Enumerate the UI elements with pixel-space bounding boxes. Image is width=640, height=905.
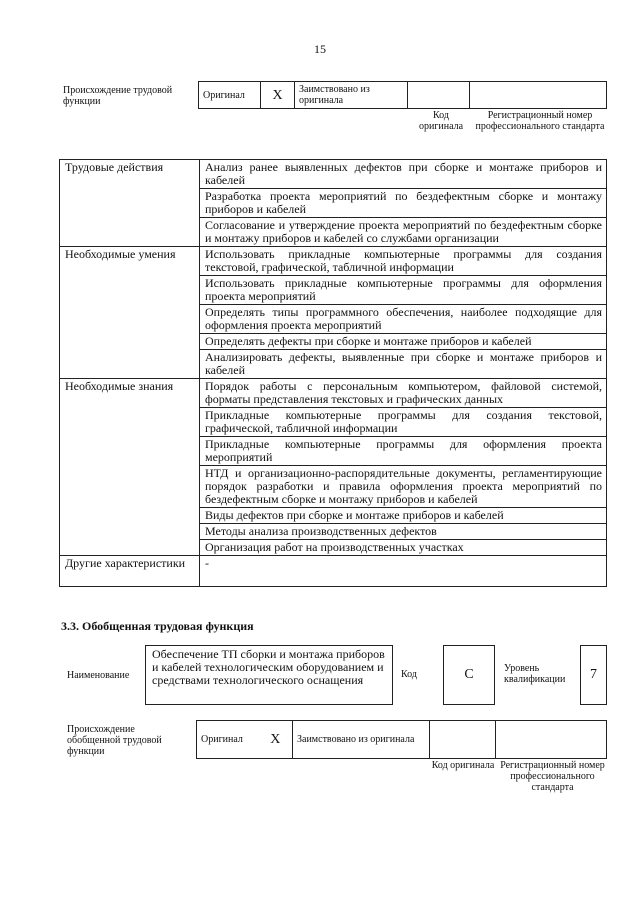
origin-label: Происхождение трудовой функции [63,85,173,107]
origin2-reg-cell [496,721,607,759]
table-cell: Анализировать дефекты, выявленные при сборке и монтаже приборов и кабелей [200,350,607,379]
table-row [60,556,607,587]
origin-original-cell: Оригинал [199,82,261,109]
function-name-box: Обеспечение ТП сборки и монтажа приборов и кабелей технологическим оборудованием и средствами технологического оснащения [145,645,393,705]
origin2-reg-caption: Регистрационный номер профессионального стандарта [500,760,605,793]
origin-reg-cell [470,82,607,109]
table-cell: Методы анализа производственных дефектов [200,524,607,540]
origin-code-caption: Код оригинала [418,110,464,132]
origin2-borrowed-cell: Заимствовано из оригинала [293,721,430,759]
code-label: Код [401,669,417,680]
table-cell: Анализ ранее выявленных дефектов при сборке и монтаже приборов и кабелей [200,160,607,189]
function-table [59,159,607,587]
row-label: Необходимые умения [60,247,200,379]
table-cell: Порядок работы с персональным компьютером, файловой системой, форматы представления текстовых и графических данных [200,379,607,408]
table-row [60,247,607,276]
name-label: Наименование [67,670,130,681]
level-value-box: 7 [580,645,607,705]
table-cell: Использовать прикладные компьютерные программы для создания текстовой, графической, табличной информации [200,247,607,276]
origin-reg-caption: Регистрационный номер профессионального стандарта [475,110,605,132]
origin-borrowed-cell: Заимствовано из оригинала [295,82,408,109]
origin-table [198,81,607,109]
row-label: Трудовые действия [60,160,200,247]
origin-mark: X [261,82,295,109]
table-cell: Определять типы программного обеспечения, наиболее подходящие для оформления проекта мероприятий [200,305,607,334]
section-title: 3.3. Обобщенная трудовая функция [61,619,254,633]
table-cell: Использовать прикладные компьютерные программы для оформления проекта мероприятий [200,276,607,305]
table-cell: Организация работ на производственных участках [200,540,607,556]
code-value-box: C [443,645,495,705]
origin2-mark: X [259,721,293,759]
table-cell: Прикладные компьютерные программы для создания текстовой, графической, табличной информации [200,408,607,437]
origin2-code-caption: Код оригинала [431,760,495,771]
origin2-code-cell [430,721,496,759]
row-label: Другие характеристики [60,556,200,587]
origin2-label: Происхождение обобщенной трудовой функции [67,724,162,757]
table-row [60,160,607,189]
table-row [60,379,607,408]
level-label: Уровень квалификации [504,663,566,685]
table-cell: НТД и организационно-распорядительные документы, регламентирующие порядок разработки и правила оформления проекта мероприятий по бездефектным сборке и монтажу приборов и кабелей [200,466,607,508]
table-cell: Определять дефекты при сборке и монтаже приборов и кабелей [200,334,607,350]
origin2-original-cell: Оригинал [197,721,259,759]
table-cell: Согласование и утверждение проекта мероприятий по бездефектным сборке и монтажу приборов и кабелей со службами организации [200,218,607,247]
row-label: Необходимые знания [60,379,200,556]
origin-code-cell [408,82,470,109]
page-number: 15 [314,42,326,56]
table-cell: Разработка проекта мероприятий по бездефектным сборке и монтажу приборов и кабелей [200,189,607,218]
table-cell: - [200,556,607,587]
table-cell: Виды дефектов при сборке и монтаже приборов и кабелей [200,508,607,524]
origin2-table [196,720,607,759]
table-cell: Прикладные компьютерные программы для оформления проекта мероприятий [200,437,607,466]
